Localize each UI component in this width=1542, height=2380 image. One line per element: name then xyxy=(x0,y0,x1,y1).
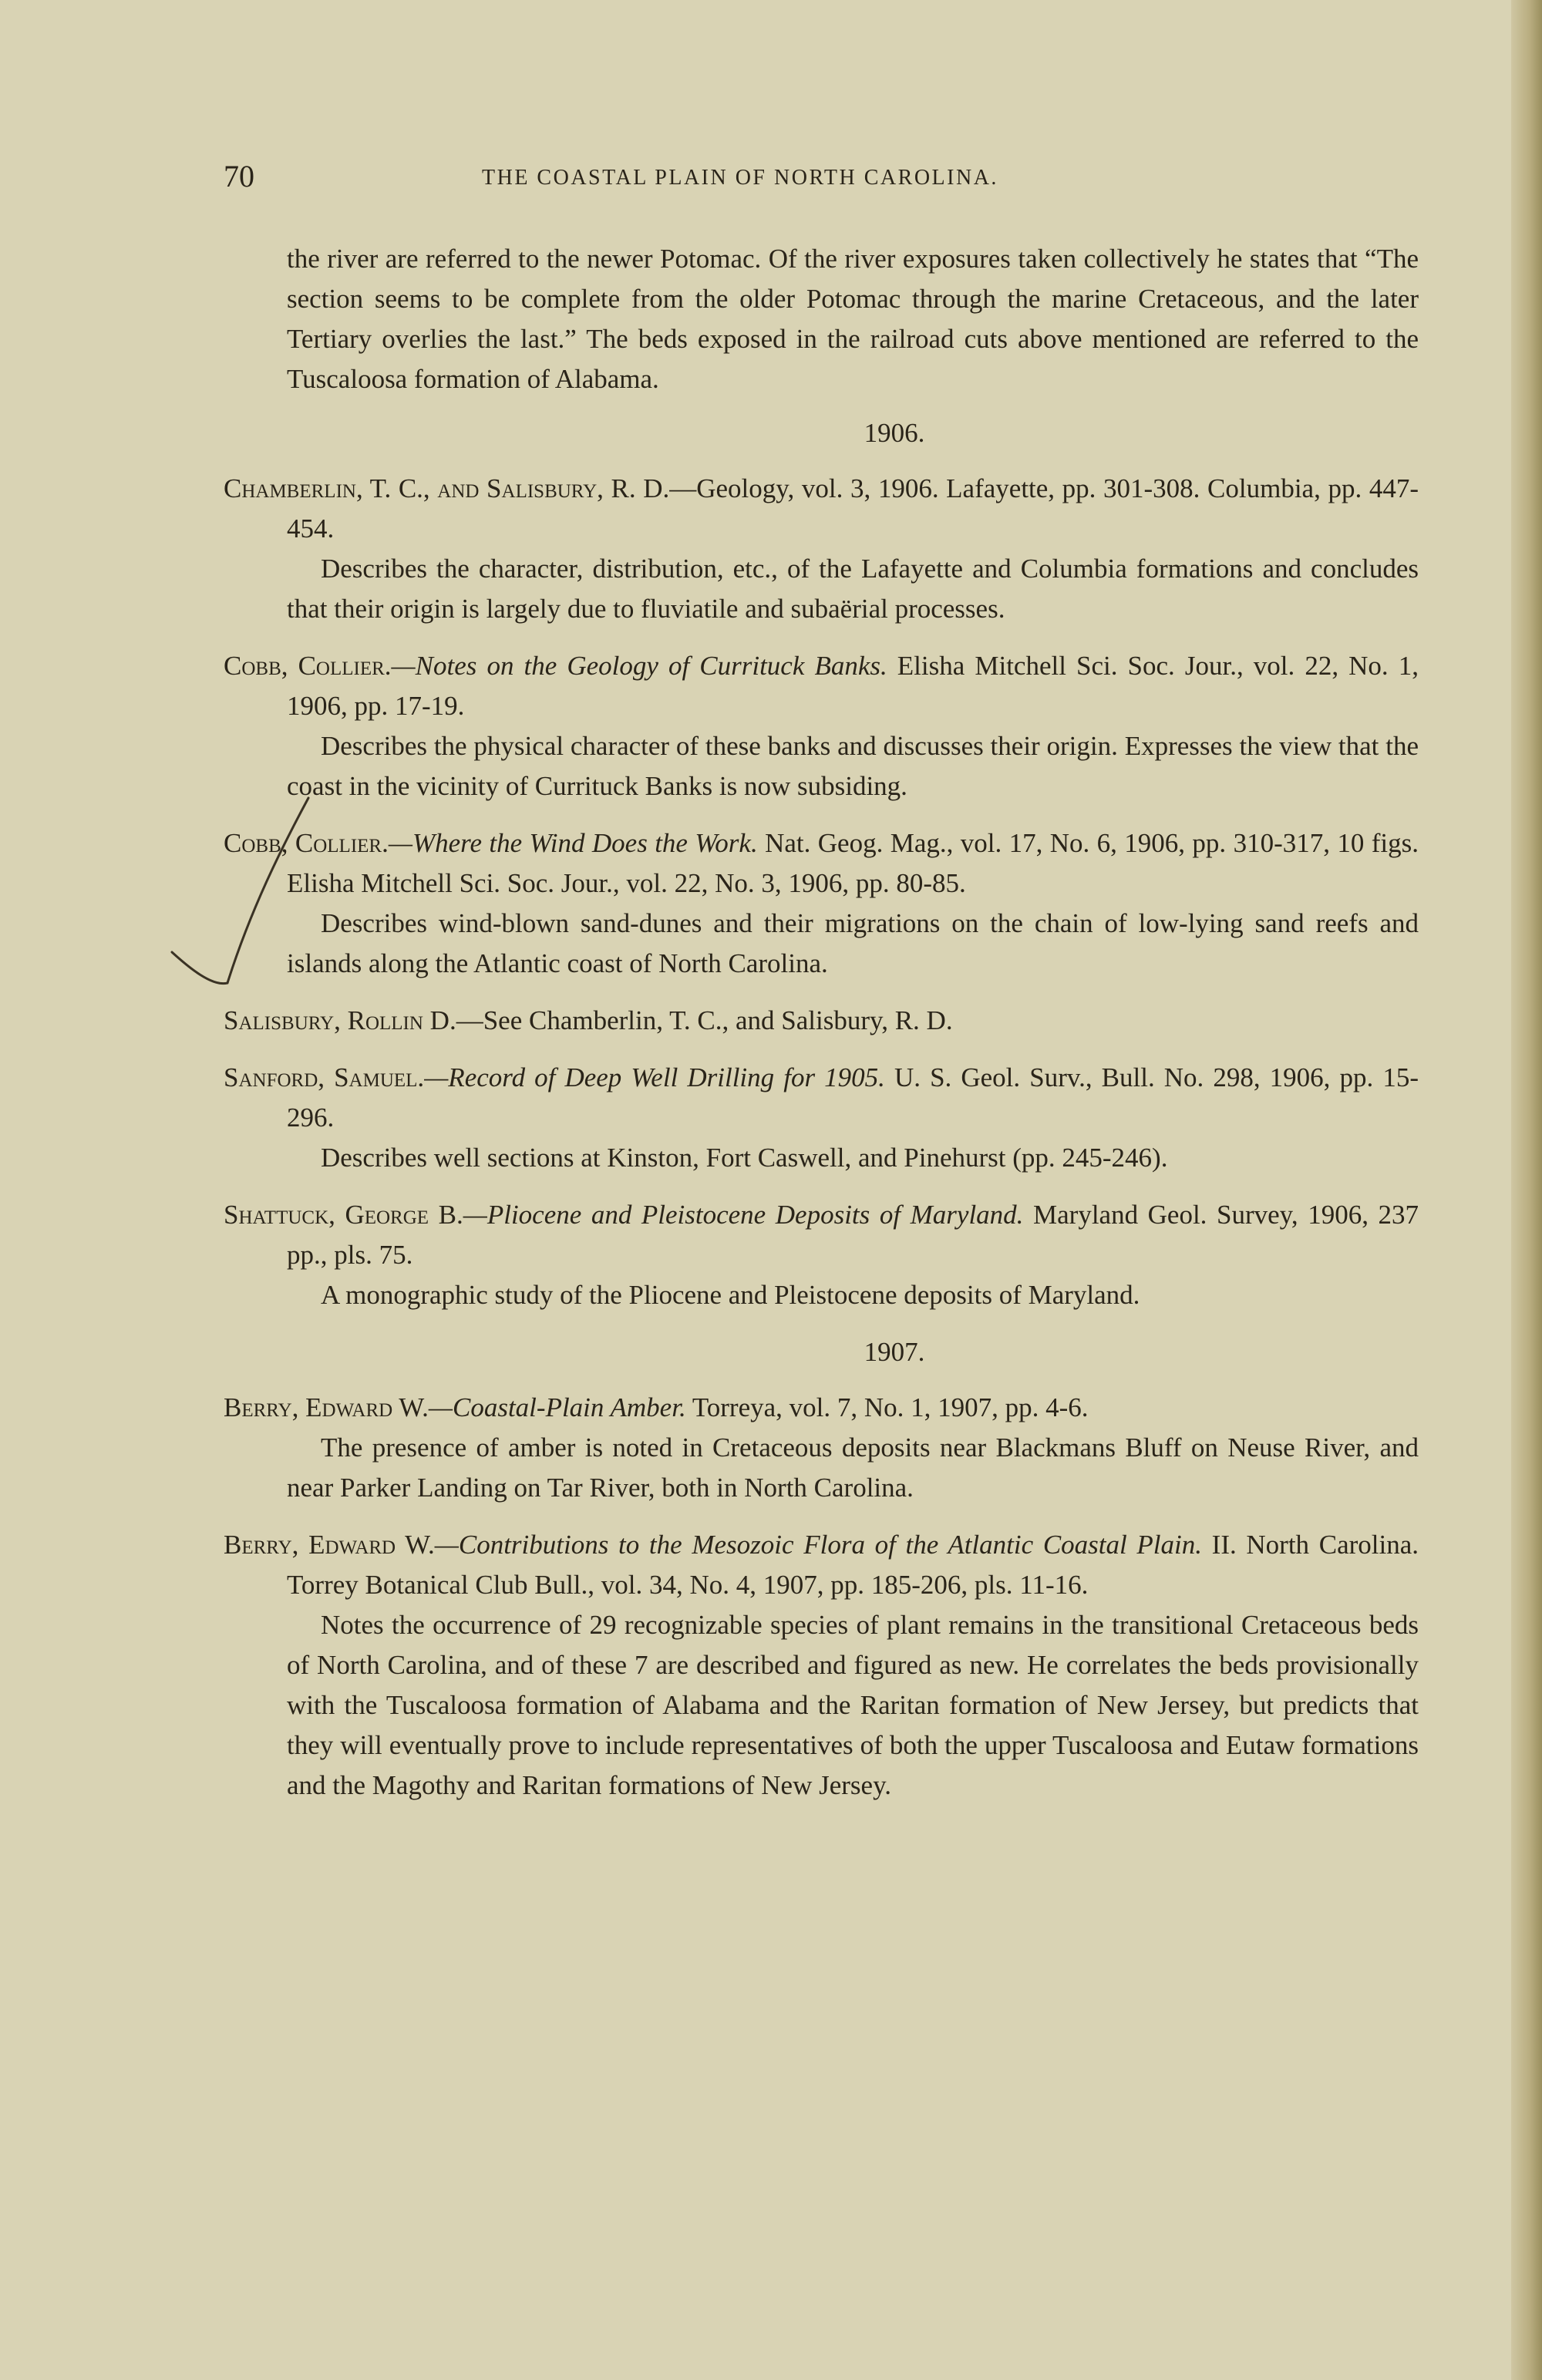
entry-reference: —Geology, vol. 3, 1906. Lafayette, pp. 301-308. Columbia, pp. 447-454. xyxy=(287,473,1419,544)
entry-description: Describes wind-blown sand-dunes and their migrations on the chain of low-lying sand reefs and islands along the Atlantic coast of North Carolina. xyxy=(287,908,1419,978)
entry-reference: U. S. Geol. Surv., Bull. No. 298, 1906, pp. 15-296. xyxy=(287,1062,1419,1133)
bibliography-entry xyxy=(224,1001,1419,1041)
entry-description: Describes the physical character of these banks and discusses their origin. Expresses the view that the coast in the vicinity of Currituck Banks is now subsiding. xyxy=(287,731,1419,801)
entry-description: A monographic study of the Pliocene and Pleistocene deposits of Maryland. xyxy=(321,1280,1140,1310)
year-heading-1907: 1907. xyxy=(864,1337,925,1367)
entry-author: Cobb, Collier. xyxy=(224,651,392,681)
bibliography-entry xyxy=(224,1058,1419,1178)
entry-title: —Pliocene and Pleistocene Deposits of Maryland. xyxy=(463,1200,1024,1230)
entry-reference: —See Chamberlin, T. C., and Salisbury, R. D. xyxy=(456,1005,953,1035)
entry-reference: Torreya, vol. 7, No. 1, 1907, pp. 4-6. xyxy=(685,1392,1089,1422)
entry-citation xyxy=(224,1058,1419,1138)
entry-citation xyxy=(224,823,1419,904)
entry-title: —Coastal-Plain Amber. xyxy=(428,1392,686,1422)
entry-description: Notes the occurrence of 29 recognizable species of plant remains in the transitional Cretaceous beds of North Carolina, and of these 7 are described and figured as new. He correlates the beds provisionally with the Tuscaloosa formation of Alabama and the Raritan formation of New Jersey, but predicts that they will eventually prove to include representatives of both the upper Tuscaloosa and Eutaw formations and the Magothy and Raritan formations of New Jersey. xyxy=(287,1610,1419,1800)
bibliography-entry xyxy=(224,1195,1419,1315)
bibliography-entry xyxy=(224,646,1419,806)
entry-citation xyxy=(224,1525,1419,1605)
entry-reference: Nat. Geog. Mag., vol. 17, No. 6, 1906, pp. 310-317, 10 figs. Elisha Mitchell Sci. Soc. Jour., vol. 22, No. 3, 1906, pp. 80-85. xyxy=(287,828,1419,898)
entry-reference: Maryland Geol. Survey, 1906, 237 pp., pls. 75. xyxy=(287,1200,1419,1270)
entry-author: Shattuck, George B. xyxy=(224,1200,463,1230)
entry-author: Berry, Edward W. xyxy=(224,1530,435,1560)
entry-title: —Contributions to the Mesozoic Flora of the Atlantic Coastal Plain. xyxy=(434,1530,1202,1560)
entry-author: Cobb, Collier. xyxy=(224,828,389,858)
page-number: 70 xyxy=(224,159,254,194)
bibliography-entry xyxy=(224,823,1419,984)
entry-citation xyxy=(224,1001,1419,1041)
entry-citation xyxy=(224,646,1419,726)
entry-author: Berry, Edward W. xyxy=(224,1392,429,1422)
entry-author: Salisbury, Rollin D. xyxy=(224,1005,456,1035)
entry-citation xyxy=(224,469,1419,549)
bibliography-content xyxy=(224,239,1419,1823)
entry-author: Chamberlin, T. C., and Salisbury, R. D. xyxy=(224,473,670,503)
entry-title: —Record of Deep Well Drilling for 1905. xyxy=(424,1062,885,1092)
running-title: THE COASTAL PLAIN OF NORTH CAROLINA. xyxy=(482,166,998,190)
year-heading-1906: 1906. xyxy=(864,418,925,448)
entry-description: The presence of amber is noted in Cretaceous deposits near Blackmans Bluff on Neuse River, and near Parker Landing on Tar River, both in North Carolina. xyxy=(287,1432,1419,1503)
entry-title: —Notes on the Geology of Currituck Banks. xyxy=(391,651,887,681)
bibliography-entry xyxy=(224,1388,1419,1508)
bibliography-entry xyxy=(224,1525,1419,1806)
bibliography-entry xyxy=(224,469,1419,629)
entry-citation xyxy=(224,1195,1419,1275)
entry-description: Describes the character, distribution, etc., of the Lafayette and Columbia formations and concludes that their origin is largely due to fluviatile and subaërial processes. xyxy=(287,554,1419,624)
entry-description: Describes well sections at Kinston, Fort Caswell, and Pinehurst (pp. 245-246). xyxy=(321,1143,1168,1173)
entry-citation xyxy=(224,1388,1419,1428)
entry-author: Sanford, Samuel. xyxy=(224,1062,425,1092)
entry-reference: Elisha Mitchell Sci. Soc. Jour., vol. 22, No. 1, 1906, pp. 17-19. xyxy=(287,651,1419,721)
intro-paragraph: the river are referred to the newer Potomac. Of the river exposures taken collectively he states that “The section seems to be complete from the older Potomac through the marine Cretaceous, and the later Tertiary overlies the last.” The beds exposed in the railroad cuts above mentioned are referred to the Tuscaloosa formation of Alabama. xyxy=(287,244,1419,394)
page-header xyxy=(224,158,1172,204)
entry-reference: II. North Carolina. Torrey Botanical Club Bull., vol. 34, No. 4, 1907, pp. 185-206, pls. 11-16. xyxy=(287,1530,1419,1600)
entry-title: —Where the Wind Does the Work. xyxy=(388,828,758,858)
page-edge xyxy=(1511,0,1542,2380)
